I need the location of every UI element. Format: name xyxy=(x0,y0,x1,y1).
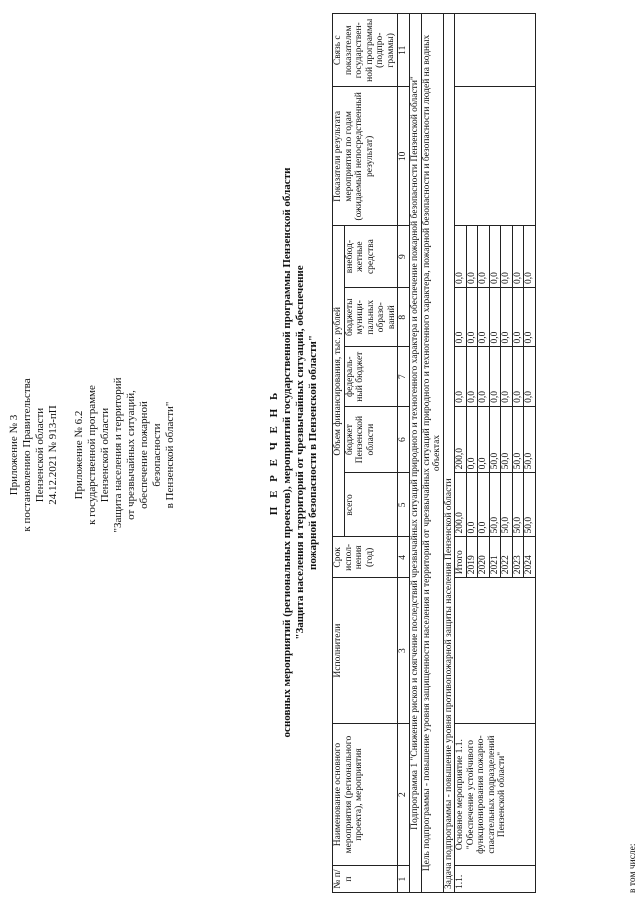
subprogram-title: Подпрограмма 1 "Снижение рисков и смягчение последствий чрезвычайных ситуаций природного и техногенного характера и обеспечение пожарной безопасности Пензенской области" xyxy=(410,14,422,893)
appendix-line: к постановлению Правительства xyxy=(21,378,33,532)
appendix-line: 24.12.2021 № 913-пП xyxy=(47,405,59,505)
year-cell: Итого xyxy=(455,537,467,578)
column-number: 3 xyxy=(398,578,410,724)
column-number: 9 xyxy=(398,226,410,288)
extra-cell: 0,0 xyxy=(489,226,501,288)
activity-name: Основное мероприятие 1.1. "Обеспечение устойчивого функционирования пожарно-спасательных подразделений Пензенской области" xyxy=(455,723,536,865)
header-federal-budget: федераль-ный бюджет xyxy=(344,347,398,406)
total-cell: 50,0 xyxy=(489,473,501,537)
column-number: 1 xyxy=(398,866,410,893)
appendix-line: "Защита населения и территорий xyxy=(112,377,124,533)
federal-cell: 0,0 xyxy=(512,347,524,406)
municipal-cell: 0,0 xyxy=(466,288,478,347)
regional-cell: 50,0 xyxy=(524,406,536,472)
activity-executors xyxy=(455,578,536,724)
title-line: "Защита населения и территорий от чрезвычайных ситуаций, обеспечение xyxy=(294,265,306,640)
subprogram-row xyxy=(410,14,422,893)
table-row xyxy=(455,14,467,893)
appendix-spacer xyxy=(60,360,73,550)
federal-cell: 0,0 xyxy=(478,347,490,406)
year-cell: 2020 xyxy=(478,537,490,578)
appendix-line: Пензенской области xyxy=(99,407,111,503)
regional-cell: 200,0 xyxy=(455,406,467,472)
measures-table xyxy=(332,13,536,893)
column-number-row xyxy=(398,14,410,893)
total-cell: 50,0 xyxy=(512,473,524,537)
year-cell: 2024 xyxy=(524,537,536,578)
column-number: 2 xyxy=(398,723,410,865)
header-results: Показатели результата мероприятия по годам (ожидаемый непосредственный результат) xyxy=(333,87,398,226)
federal-cell: 0,0 xyxy=(455,347,467,406)
results-cell xyxy=(455,87,536,226)
header-municipal-budget: бюджеты муници-пальных образо-ваний xyxy=(344,288,398,347)
column-number: 5 xyxy=(398,473,410,537)
column-number: 11 xyxy=(398,14,410,88)
extra-cell: 0,0 xyxy=(478,226,490,288)
appendix-line: от чрезвычайных ситуаций, xyxy=(125,390,137,520)
total-cell: 200,0 xyxy=(455,473,467,537)
title-line: основных мероприятий (региональных проектов), мероприятий государственной программы Пензенской области xyxy=(281,167,293,738)
header-financing: Объем финансирования, тыс. рублей xyxy=(333,226,345,537)
extra-cell: 0,0 xyxy=(512,226,524,288)
column-number: 10 xyxy=(398,87,410,226)
regional-cell: 50,0 xyxy=(489,406,501,472)
regional-cell: 50,0 xyxy=(512,406,524,472)
header-number: № п/п xyxy=(333,866,398,893)
header-total: всего xyxy=(344,473,398,537)
municipal-cell: 0,0 xyxy=(512,288,524,347)
municipal-cell: 0,0 xyxy=(501,288,513,347)
subprogram-goal: Цель подпрограммы - повышение уровня защищенности населения и территорий от чрезвычайных ситуаций природного и техногенного характера, пожарной безопасности и безопасности людей на водных объектах xyxy=(421,14,443,893)
municipal-cell: 0,0 xyxy=(478,288,490,347)
title-line: пожарной безопасности в Пензенской области" xyxy=(307,335,319,571)
column-number: 8 xyxy=(398,288,410,347)
regional-cell: 50,0 xyxy=(501,406,513,472)
appendix-block xyxy=(8,360,177,550)
activity-number: 1.1. xyxy=(455,866,536,893)
municipal-cell: 0,0 xyxy=(524,288,536,347)
regional-cell: 0,0 xyxy=(478,406,490,472)
column-number: 6 xyxy=(398,406,410,472)
extra-cell: 0,0 xyxy=(501,226,513,288)
year-cell: 2019 xyxy=(466,537,478,578)
header-term: Срок испол-нения (год) xyxy=(333,537,398,578)
regional-cell: 0,0 xyxy=(466,406,478,472)
federal-cell: 0,0 xyxy=(489,347,501,406)
federal-cell: 0,0 xyxy=(524,347,536,406)
header-extrabudgetary: внебюд-жетные средства xyxy=(344,226,398,288)
appendix-line: обеспечение пожарной xyxy=(138,401,150,509)
year-cell: 2022 xyxy=(501,537,513,578)
task-row xyxy=(443,14,455,893)
subprogram-task: Задача подпрограммы - повышение уровня противопожарной защиты населения Пензенской области xyxy=(443,14,455,893)
table-footer-label: в том числе: xyxy=(628,843,638,893)
year-cell: 2023 xyxy=(512,537,524,578)
municipal-cell: 0,0 xyxy=(489,288,501,347)
total-cell: 0,0 xyxy=(478,473,490,537)
link-cell xyxy=(455,14,536,88)
total-cell: 50,0 xyxy=(501,473,513,537)
municipal-cell: 0,0 xyxy=(455,288,467,347)
extra-cell: 0,0 xyxy=(466,226,478,288)
year-cell: 2021 xyxy=(489,537,501,578)
appendix-line: Приложение № 3 xyxy=(8,414,20,496)
header-regional-budget: бюджет Пензенской области xyxy=(344,406,398,472)
table-header-row xyxy=(333,14,345,893)
appendix-line: Пензенской области xyxy=(34,407,46,503)
header-name: Наименование основного мероприятия (регионального проекта), мероприятия xyxy=(333,723,398,865)
appendix-line: в Пензенской области" xyxy=(164,401,176,509)
column-number: 7 xyxy=(398,347,410,406)
total-cell: 50,0 xyxy=(524,473,536,537)
appendix-line: Приложение № 6.2 xyxy=(73,410,85,500)
extra-cell: 0,0 xyxy=(455,226,467,288)
title-heading: П Е Р Е Ч Е Н Ь xyxy=(268,389,280,516)
goal-row xyxy=(421,14,443,893)
federal-cell: 0,0 xyxy=(466,347,478,406)
document-title xyxy=(268,0,320,905)
column-number: 4 xyxy=(398,537,410,578)
appendix-line: безопасности xyxy=(151,423,163,487)
header-link: Связь с показателем государствен-ной программы (подпро-граммы) xyxy=(333,14,398,88)
appendix-line: к государственной программе xyxy=(86,385,98,525)
federal-cell: 0,0 xyxy=(501,347,513,406)
header-executors: Исполнители xyxy=(333,578,398,724)
total-cell: 0,0 xyxy=(466,473,478,537)
extra-cell: 0,0 xyxy=(524,226,536,288)
